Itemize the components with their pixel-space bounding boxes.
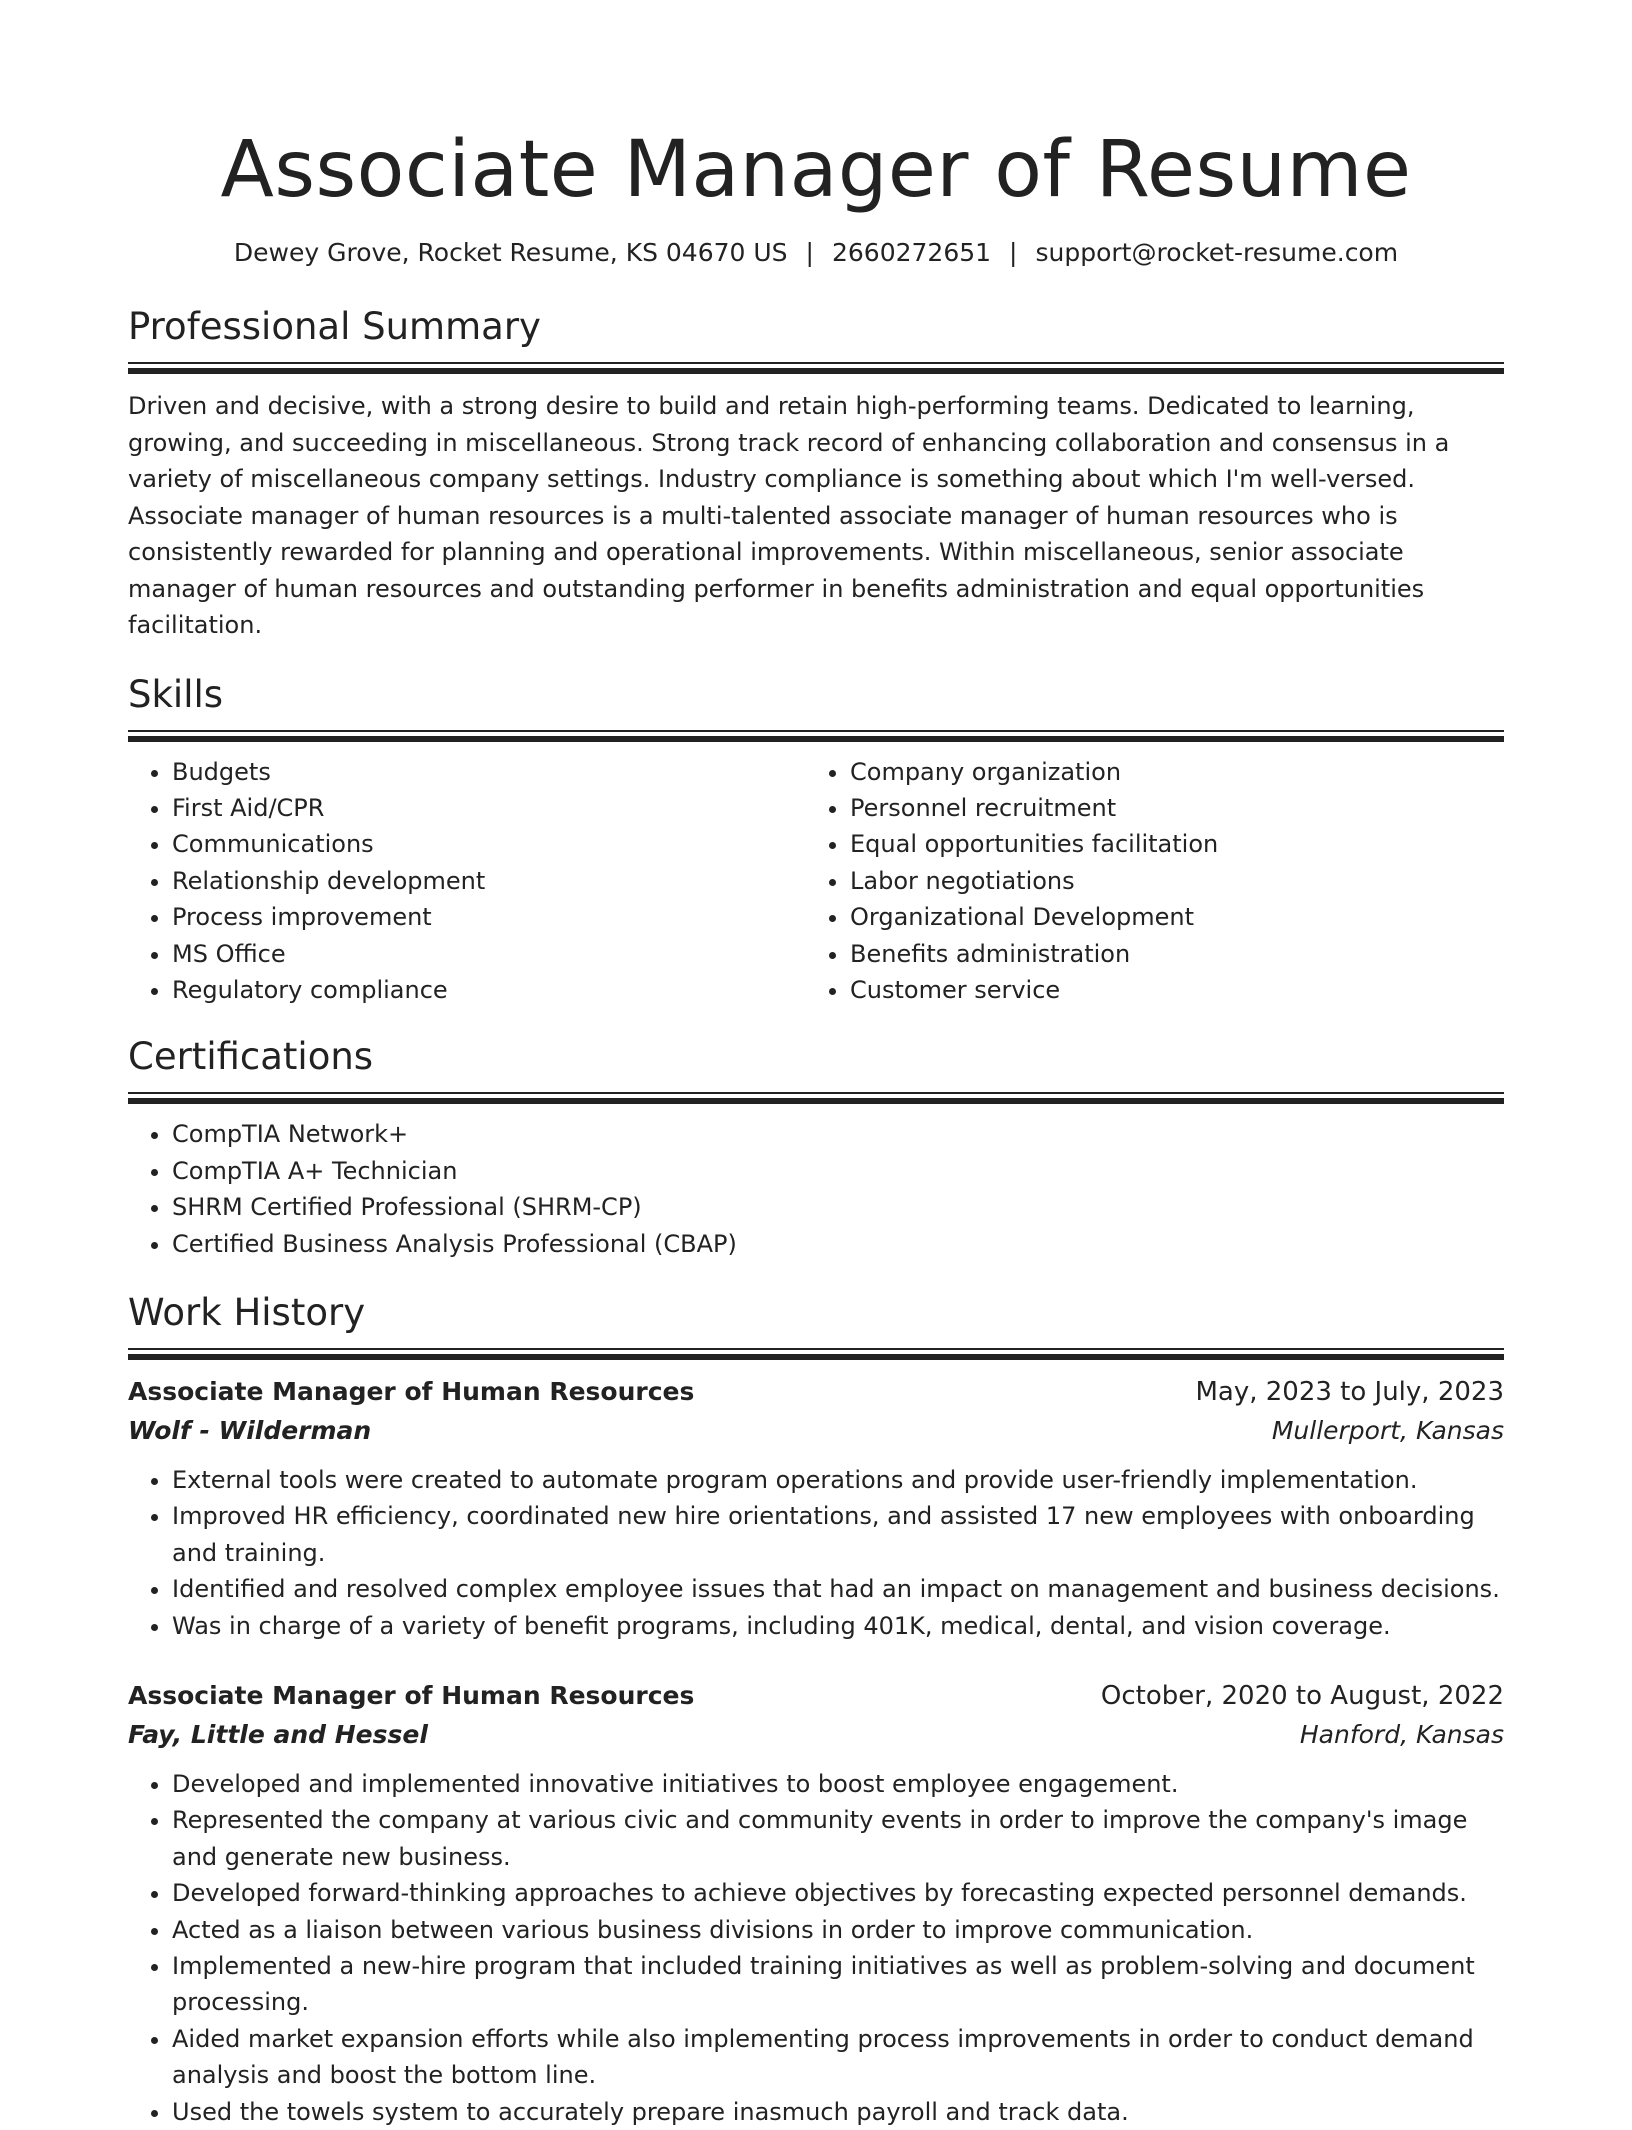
skill-item: • Regulatory compliance — [172, 972, 806, 1008]
contact-email: support@rocket-resume.com — [1035, 238, 1399, 267]
skills-list-right — [806, 754, 1484, 1009]
job-company: Fay, Little and Hessel — [128, 1720, 428, 1749]
job-duty: • Used the towels system to accurately prepare inasmuch payroll and track data. — [172, 2094, 1504, 2130]
skills-grid — [128, 742, 1504, 1009]
job-duties-list — [128, 1766, 1504, 2130]
summary-heading: Professional Summary — [128, 305, 541, 348]
job-duty: • Improved HR efficiency, coordinated new hire orientations, and assisted 17 new employees with onboarding and training. — [172, 1498, 1504, 1571]
skill-item: • Process improvement — [172, 899, 806, 935]
contact-separator: | — [1009, 238, 1018, 267]
certifications-section — [128, 1034, 1504, 1262]
contact-address: Dewey Grove, Rocket Resume, KS 04670 US — [233, 238, 788, 267]
resume-title: Associate Manager of Resume — [220, 125, 1412, 215]
work-history-section — [128, 1290, 1504, 2130]
contact-phone: 2660272651 — [831, 238, 992, 267]
job-duty: • Implemented a new-hire program that included training initiatives as well as problem-solving and document processing. — [172, 1948, 1504, 2021]
skill-item: • Customer service — [850, 972, 1484, 1008]
summary-section — [128, 304, 1504, 644]
job-duty: • Aided market expansion efforts while also implementing process improvements in order to conduct demand analysis and boost the bottom line. — [172, 2021, 1504, 2094]
section-divider — [128, 730, 1504, 742]
summary-text: Driven and decisive, with a strong desire to build and retain high-performing teams. Dedicated to learning, growing, and succeeding in miscellaneous. Strong track record of enhancing collaboration and consensus in a variety of miscellaneous company settings. Industry compliance is something about which I'm well-versed. Associate manager of human resources is a multi-talented associate manager of human resources who is consistently rewarded for planning and operational improvements. Within miscellaneous, senior associate manager of human resources and outstanding performer in benefits administration and equal opportunities facilitation. — [128, 392, 1450, 639]
job-duties-list — [128, 1462, 1504, 1644]
job-duty: • Was in charge of a variety of benefit programs, including 401K, medical, dental, and vision coverage. — [172, 1608, 1504, 1644]
skills-heading: Skills — [128, 672, 224, 716]
skill-item: • Equal opportunities facilitation — [850, 826, 1484, 862]
skill-item: • First Aid/CPR — [172, 790, 806, 826]
certification-item: • Certified Business Analysis Professional (CBAP) — [172, 1226, 1504, 1262]
job-company: Wolf - Wilderman — [128, 1415, 372, 1445]
skill-item: • MS Office — [172, 936, 806, 972]
job-header — [128, 1676, 1504, 1716]
certifications-list — [128, 1116, 1504, 1262]
job-duty: • Developed and implemented innovative initiatives to boost employee engagement. — [172, 1766, 1504, 1802]
section-divider — [128, 1092, 1504, 1104]
section-divider — [128, 1348, 1504, 1360]
job-duty: • Acted as a liaison between various business divisions in order to improve communication. — [172, 1912, 1504, 1948]
job-duty: • Developed forward-thinking approaches to achieve objectives by forecasting expected personnel demands. — [172, 1875, 1504, 1911]
skill-item: • Communications — [172, 826, 806, 862]
job-entry — [128, 1372, 1504, 1644]
job-duty: • External tools were created to automate program operations and provide user-friendly implementation. — [172, 1462, 1504, 1498]
certifications-heading: Certifications — [128, 1035, 374, 1079]
resume-page — [128, 0, 1504, 2130]
certification-item: • SHRM Certified Professional (SHRM-CP) — [172, 1189, 1504, 1225]
skill-item: • Labor negotiations — [850, 863, 1484, 899]
skill-item: • Company organization — [850, 754, 1484, 790]
contact-separator: | — [805, 238, 814, 267]
job-location: Hanford, Kansas — [1299, 1720, 1504, 1749]
skill-item: • Organizational Development — [850, 899, 1484, 935]
job-header — [128, 1372, 1504, 1412]
job-subheader — [128, 1716, 1504, 1754]
skill-item: • Personnel recruitment — [850, 790, 1484, 826]
job-location: Mullerport, Kansas — [1271, 1415, 1504, 1445]
certification-item: • CompTIA A+ Technician — [172, 1153, 1504, 1189]
job-title: Associate Manager of Human Resources — [128, 1376, 695, 1406]
skills-list-left — [128, 754, 806, 1009]
job-title: Associate Manager of Human Resources — [128, 1681, 695, 1710]
job-duty: • Represented the company at various civic and community events in order to improve the company's image and generate new business. — [172, 1802, 1504, 1875]
job-dates: May, 2023 to July, 2023 — [1195, 1376, 1504, 1407]
skills-section — [128, 672, 1504, 1009]
contact-line — [128, 236, 1504, 270]
job-subheader — [128, 1412, 1504, 1450]
job-dates: October, 2020 to August, 2022 — [1100, 1681, 1504, 1711]
job-entry — [128, 1676, 1504, 2130]
job-duty: • Identified and resolved complex employee issues that had an impact on management and business decisions. — [172, 1571, 1504, 1607]
certification-item: • CompTIA Network+ — [172, 1116, 1504, 1152]
work-history-heading: Work History — [128, 1290, 366, 1334]
section-divider — [128, 362, 1504, 374]
skill-item: • Relationship development — [172, 863, 806, 899]
skill-item: • Budgets — [172, 754, 806, 790]
skill-item: • Benefits administration — [850, 936, 1484, 972]
